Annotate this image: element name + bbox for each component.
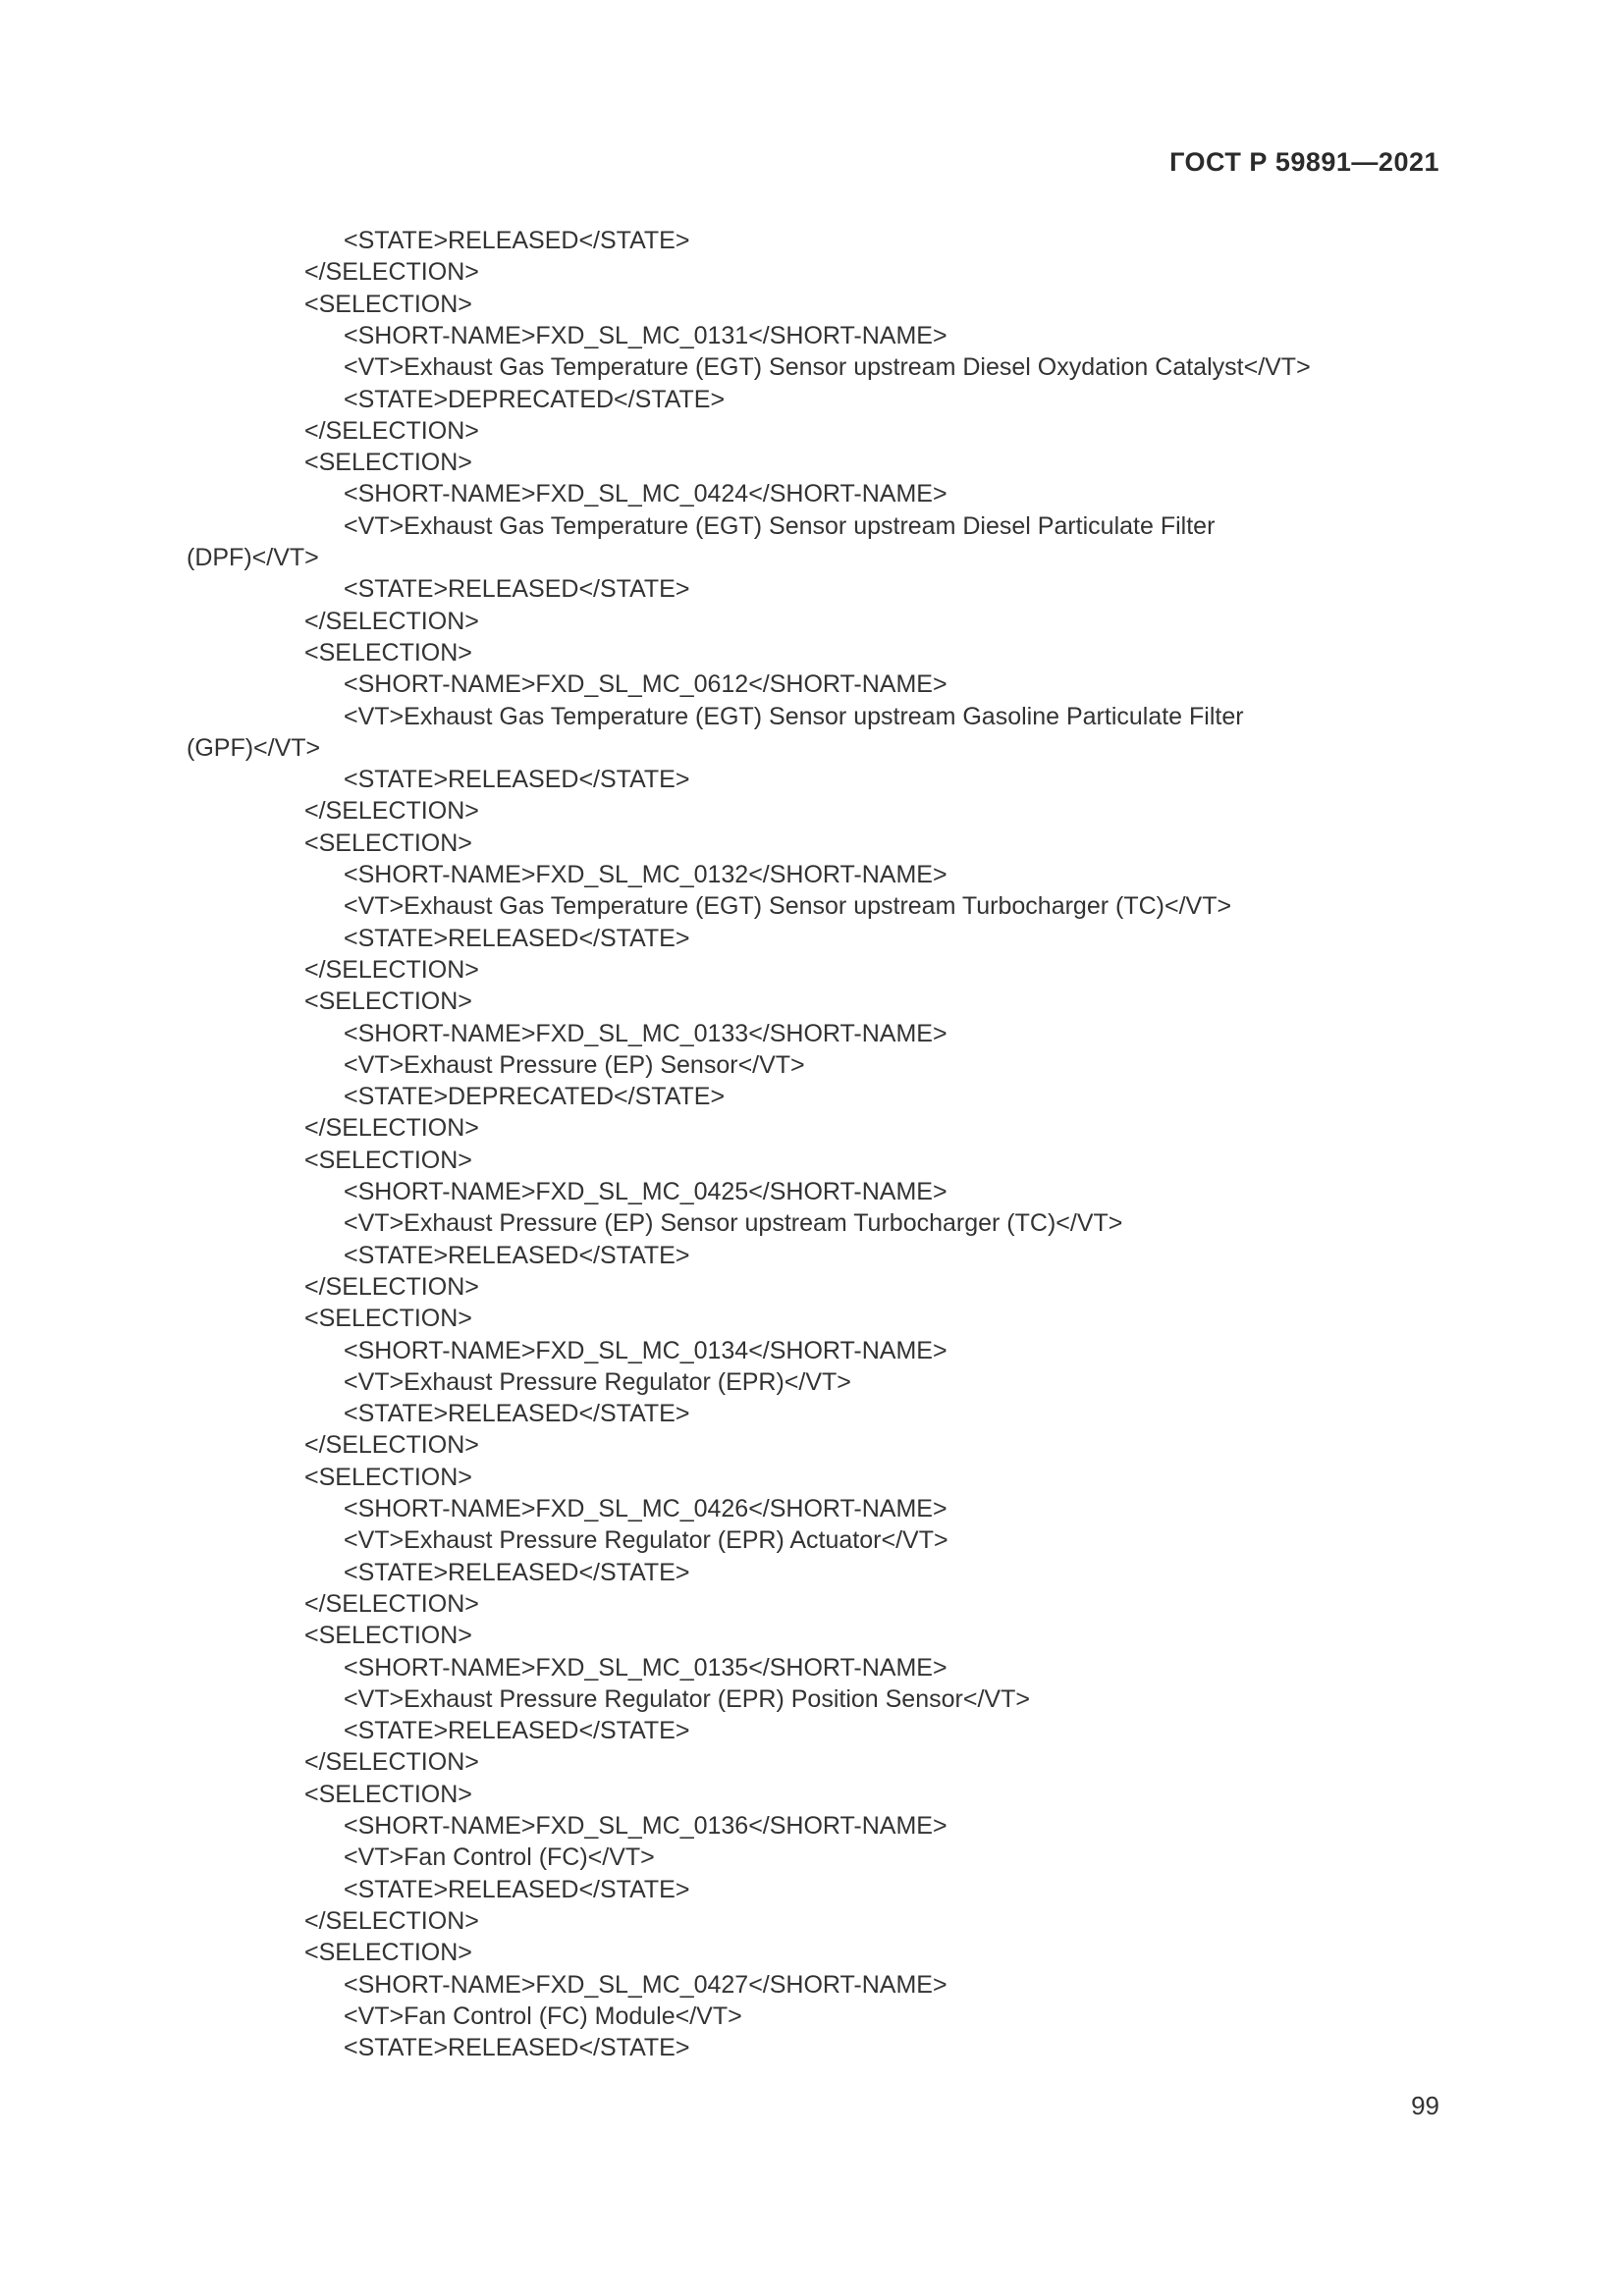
- code-line: <SELECTION>: [304, 1780, 472, 1808]
- code-line: </SELECTION>: [304, 1431, 479, 1460]
- code-line: </SELECTION>: [304, 416, 479, 445]
- code-line: <VT>Exhaust Gas Temperature (EGT) Sensor upstream Diesel Particulate Filter: [344, 511, 1216, 540]
- code-line: <VT>Fan Control (FC) Module</VT>: [344, 2002, 742, 2030]
- code-line: <SHORT-NAME>FXD_SL_MC_0426</SHORT-NAME>: [344, 1495, 947, 1522]
- code-line: </SELECTION>: [304, 258, 479, 287]
- code-line: <SELECTION>: [304, 1305, 472, 1333]
- code-line: <SELECTION>: [304, 290, 472, 318]
- code-line: <SHORT-NAME>FXD_SL_MC_0131</SHORT-NAME>: [344, 321, 947, 349]
- code-line: <SHORT-NAME>FXD_SL_MC_0424</SHORT-NAME>: [344, 480, 947, 508]
- code-line: <STATE>RELEASED</STATE>: [344, 924, 690, 952]
- code-line: <STATE>RELEASED</STATE>: [344, 1400, 690, 1428]
- code-line: <SHORT-NAME>FXD_SL_MC_0425</SHORT-NAME>: [344, 1178, 947, 1205]
- code-line: <SELECTION>: [304, 988, 472, 1016]
- code-line: </SELECTION>: [304, 797, 479, 826]
- code-line: <VT>Exhaust Pressure Regulator (EPR)</VT>: [344, 1367, 851, 1396]
- code-line: <SELECTION>: [304, 828, 472, 857]
- code-line: <STATE>RELEASED</STATE>: [344, 1241, 690, 1269]
- code-line: <SHORT-NAME>FXD_SL_MC_0427</SHORT-NAME>: [344, 1970, 947, 1999]
- code-line: <SHORT-NAME>FXD_SL_MC_0132</SHORT-NAME>: [344, 861, 947, 888]
- code-line: </SELECTION>: [304, 1114, 479, 1143]
- code-line: <STATE>RELEASED</STATE>: [344, 575, 690, 604]
- document-header-code: ГОСТ Р 59891—2021: [1169, 147, 1439, 177]
- code-line: <VT>Exhaust Gas Temperature (EGT) Sensor upstream Gasoline Particulate Filter: [344, 702, 1244, 730]
- code-line: <SHORT-NAME>FXD_SL_MC_0612</SHORT-NAME>: [344, 670, 947, 699]
- code-line: </SELECTION>: [304, 1748, 479, 1777]
- code-line: <VT>Exhaust Pressure (EP) Sensor</VT>: [344, 1050, 805, 1079]
- code-line: <VT>Exhaust Pressure (EP) Sensor upstream Turbocharger (TC)</VT>: [344, 1209, 1123, 1238]
- page-number: 99: [1411, 2091, 1439, 2120]
- code-line: </SELECTION>: [304, 607, 479, 635]
- code-line: <STATE>RELEASED</STATE>: [344, 1875, 690, 1903]
- code-line: <VT>Exhaust Pressure Regulator (EPR) Actuator</VT>: [344, 1526, 948, 1555]
- code-line: <SELECTION>: [304, 1622, 472, 1650]
- code-line: <STATE>RELEASED</STATE>: [344, 227, 690, 254]
- code-line: <STATE>DEPRECATED</STATE>: [344, 385, 726, 413]
- code-line: </SELECTION>: [304, 1589, 479, 1618]
- code-line: <SELECTION>: [304, 449, 472, 477]
- code-line: </SELECTION>: [304, 955, 479, 984]
- code-line: (DPF)</VT>: [187, 544, 319, 571]
- code-line: </SELECTION>: [304, 1906, 479, 1935]
- code-line: <VT>Exhaust Gas Temperature (EGT) Sensor upstream Diesel Oxydation Catalyst</VT>: [344, 353, 1311, 382]
- code-line: <SHORT-NAME>FXD_SL_MC_0134</SHORT-NAME>: [344, 1336, 947, 1364]
- code-line: (GPF)</VT>: [187, 733, 321, 762]
- code-line: <STATE>RELEASED</STATE>: [344, 2034, 690, 2062]
- code-line: <STATE>RELEASED</STATE>: [344, 766, 690, 794]
- code-line: </SELECTION>: [304, 1272, 479, 1301]
- code-line: <STATE>DEPRECATED</STATE>: [344, 1083, 726, 1111]
- code-line: <SELECTION>: [304, 1939, 472, 1967]
- code-line: <SHORT-NAME>FXD_SL_MC_0135</SHORT-NAME>: [344, 1653, 947, 1682]
- code-line: <VT>Exhaust Pressure Regulator (EPR) Position Sensor</VT>: [344, 1684, 1030, 1713]
- code-line: <VT>Fan Control (FC)</VT>: [344, 1843, 655, 1872]
- code-line: <SELECTION>: [304, 638, 472, 667]
- code-line: <VT>Exhaust Gas Temperature (EGT) Sensor upstream Turbocharger (TC)</VT>: [344, 892, 1232, 921]
- code-line: <STATE>RELEASED</STATE>: [344, 1717, 690, 1745]
- code-line: <SELECTION>: [304, 1146, 472, 1174]
- code-line: <SHORT-NAME>FXD_SL_MC_0133</SHORT-NAME>: [344, 1019, 947, 1047]
- code-line: <STATE>RELEASED</STATE>: [344, 1558, 690, 1586]
- code-line: <SELECTION>: [304, 1463, 472, 1491]
- code-line: <SHORT-NAME>FXD_SL_MC_0136</SHORT-NAME>: [344, 1812, 947, 1840]
